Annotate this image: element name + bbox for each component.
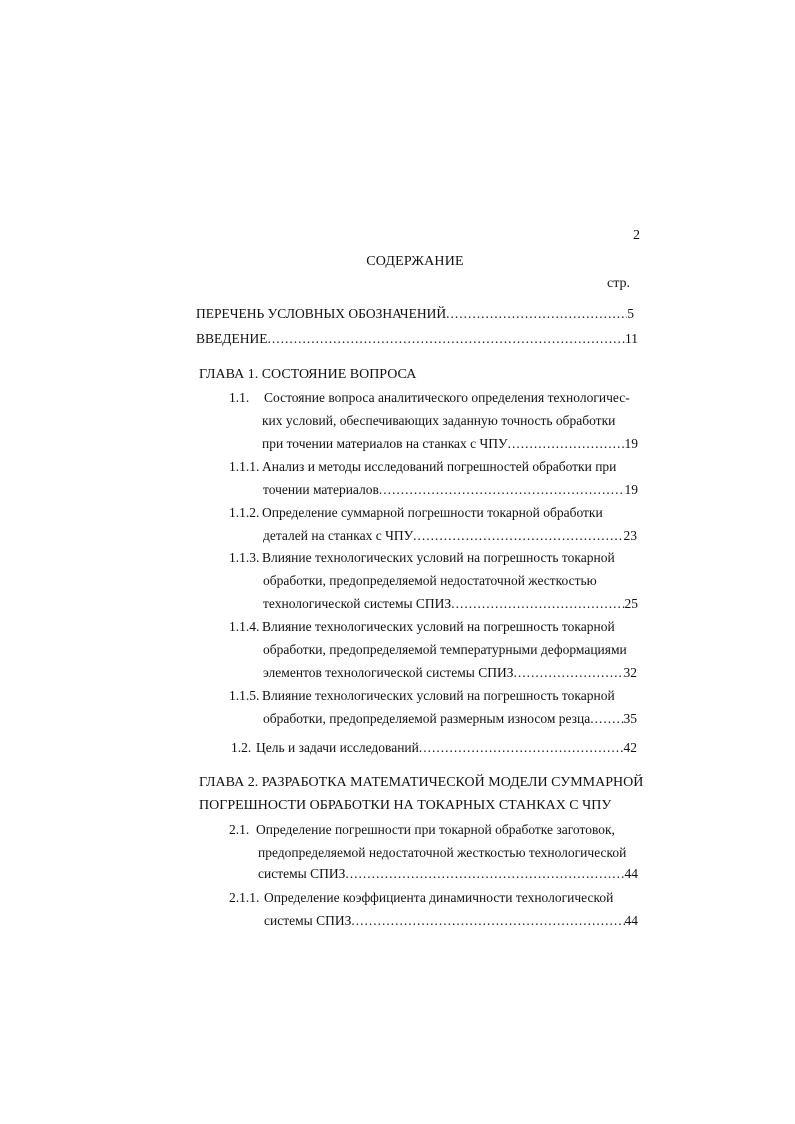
toc-item-last-line[interactable]: при точении материалов на станках с ЧПУ ..... 19 bbox=[262, 436, 638, 452]
toc-item-line[interactable]: Определение погрешности при токарной обработке заготовок, bbox=[256, 822, 615, 837]
toc-item-line[interactable]: Состояние вопроса аналитического определения технологичес- bbox=[264, 390, 630, 405]
chapter-heading[interactable]: ГЛАВА 2. РАЗРАБОТКА МАТЕМАТИЧЕСКОЙ МОДЕЛИ СУММАРНОЙ bbox=[199, 775, 644, 790]
toc-item-line[interactable]: обработки, предопределяемой температурными деформациями bbox=[263, 642, 627, 657]
toc-item-last-line[interactable]: обработки, предопределяемой размерным износом резца ..... 35 bbox=[263, 711, 637, 727]
toc-item-number: 1.1.1. bbox=[229, 459, 260, 474]
toc-item-number: 1.1.5. bbox=[229, 688, 260, 703]
toc-item-last-line[interactable]: технологической системы СПИЗ ..... 25 bbox=[263, 596, 638, 612]
toc-item-last-line[interactable]: системы СПИЗ ..... 44 bbox=[264, 913, 638, 929]
toc-item-number: 1.1.4. bbox=[229, 619, 260, 634]
page-column-label: стр. bbox=[606, 276, 630, 291]
toc-item-line[interactable]: предопределяемой недостаточной жесткостью технологической bbox=[258, 845, 627, 860]
toc-item-line[interactable]: Влияние технологических условий на погрешность токарной bbox=[262, 688, 615, 703]
toc-item-number: 1.1.2. bbox=[229, 505, 260, 520]
toc-item-number: 1.1. bbox=[229, 390, 250, 405]
toc-entry-introduction[interactable]: ВВЕДЕНИЕ ..... 11 bbox=[196, 331, 638, 347]
toc-item-last-line[interactable]: Цель и задачи исследований ..... 42 bbox=[256, 740, 637, 756]
page-number: 2 bbox=[633, 228, 640, 243]
toc-item-line[interactable]: Влияние технологических условий на погрешность токарной bbox=[262, 619, 615, 634]
chapter-heading-continued[interactable]: ПОГРЕШНОСТИ ОБРАБОТКИ НА ТОКАРНЫХ СТАНКАХ С ЧПУ bbox=[199, 798, 612, 813]
toc-item-last-line[interactable]: деталей на станках с ЧПУ ..... 23 bbox=[263, 528, 637, 544]
toc-item-line[interactable]: Определение суммарной погрешности токарной обработки bbox=[262, 505, 603, 520]
toc-entry-abbreviations[interactable]: ПЕРЕЧЕНЬ УСЛОВНЫХ ОБОЗНАЧЕНИЙ ..... 5 bbox=[196, 306, 634, 322]
toc-item-number: 1.2. bbox=[231, 740, 252, 755]
toc-item-number: 1.1.3. bbox=[229, 550, 260, 565]
toc-item-line[interactable]: Влияние технологических условий на погрешность токарной bbox=[262, 550, 615, 565]
page-title: СОДЕРЖАНИЕ bbox=[366, 254, 464, 269]
toc-item-number: 2.1. bbox=[229, 822, 250, 837]
toc-item-line[interactable]: ких условий, обеспечивающих заданную точность обработки bbox=[262, 413, 616, 428]
toc-item-line[interactable]: Определение коэффициента динамичности технологической bbox=[264, 890, 614, 905]
toc-item-last-line[interactable]: элементов технологической системы СПИЗ ..... 32 bbox=[263, 665, 637, 681]
toc-item-last-line[interactable]: точении материалов ..... 19 bbox=[263, 482, 638, 498]
toc-item-last-line[interactable]: системы СПИЗ ..... 44 bbox=[258, 866, 638, 882]
toc-item-line[interactable]: Анализ и методы исследований погрешностей обработки при bbox=[262, 459, 617, 474]
toc-item-line[interactable]: обработки, предопределяемой недостаточной жесткостью bbox=[263, 573, 597, 588]
chapter-heading[interactable]: ГЛАВА 1. СОСТОЯНИЕ ВОПРОСА bbox=[199, 367, 417, 382]
toc-item-number: 2.1.1. bbox=[229, 890, 260, 905]
